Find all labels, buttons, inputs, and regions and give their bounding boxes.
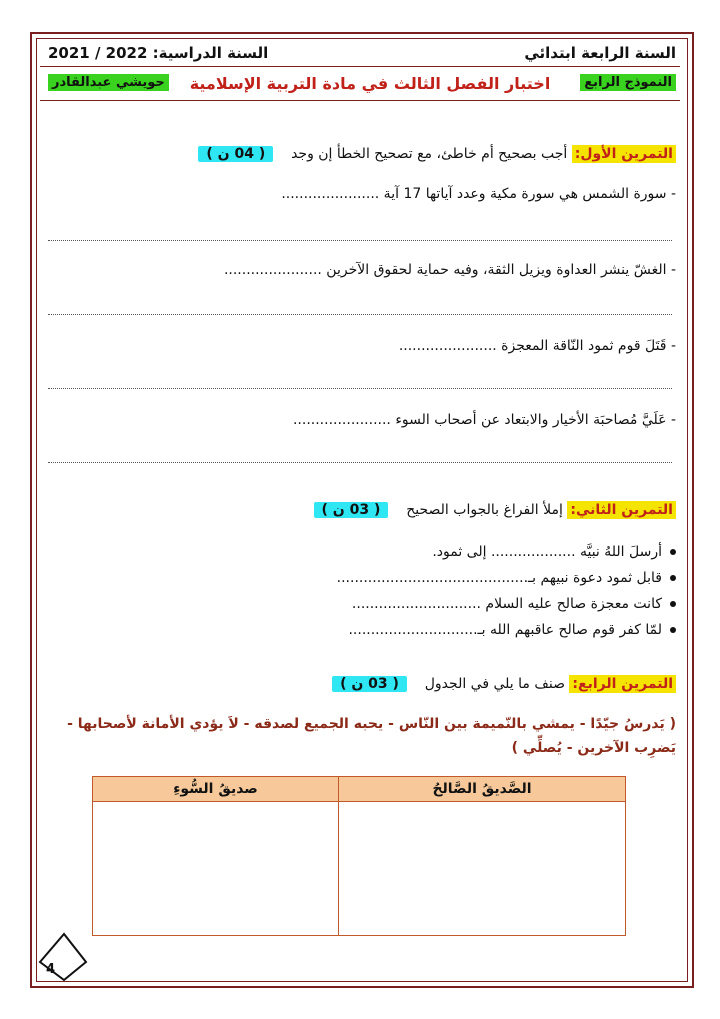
exercise2-item-1 bbox=[432, 544, 676, 560]
exercise3-word-list bbox=[40, 712, 676, 760]
exercise2-label: التمرين الثاني: bbox=[567, 501, 676, 519]
exercise1-heading bbox=[198, 146, 676, 162]
answer-cell-good-friend[interactable] bbox=[339, 802, 626, 936]
bullet-icon bbox=[670, 601, 676, 607]
exercise2-item-text: لمّا كفر قوم صالح عاقبهم الله بـ............................. bbox=[348, 622, 662, 638]
page-title: اختبار الفصل الثالث في مادة التربية الإسلامية bbox=[189, 74, 551, 93]
exercise2-points: ( 03 ن ) bbox=[314, 502, 389, 518]
word-list-line-2: يَضرِب الآخرين - يُصلِّي ) bbox=[511, 740, 676, 756]
exercise1-item-1: - سورة الشمس هي سورة مكية وعدد آياتها 17 آية ...................... bbox=[281, 186, 676, 202]
exercise2-instruction: إملأ الفراغ بالجواب الصحيح bbox=[406, 502, 563, 518]
exercise3-instruction: صنف ما يلي في الجدول bbox=[424, 676, 565, 692]
column-header-good-friend: الصَّديقُ الصَّالحُ bbox=[339, 777, 626, 802]
exercise2-item-2 bbox=[337, 570, 676, 586]
school-year-label: السنة الدراسية: bbox=[152, 44, 269, 62]
exercise2-item-4 bbox=[348, 622, 676, 638]
grade-label: السنة الرابعة ابتدائي bbox=[524, 44, 676, 62]
exercise2-item-text: أرسلَ اللهُ نبيَّه ................... إلى ثمود. bbox=[432, 544, 662, 560]
answer-line bbox=[48, 314, 672, 315]
answer-line bbox=[48, 240, 672, 241]
bullet-icon bbox=[670, 627, 676, 633]
exercise1-item-4: - عَلَيَّ مُصاحبَة الأخيار والابتعاد عن أصحاب السوء ...................... bbox=[292, 412, 676, 428]
exercise1-label: التمرين الأول: bbox=[572, 145, 676, 163]
exercise1-item-2: - الغشّ ينشر العداوة ويزيل الثقة، وفيه حماية لحقوق الآخرين ...................... bbox=[223, 262, 676, 278]
word-list-line-1: ( يَدرسُ جيّدًا - يمشي بالنّميمة بين النّاس - يحبه الجميع لصدقه - لاَ يؤدي الأمانة لأصحابها - bbox=[67, 716, 676, 732]
bullet-icon bbox=[670, 575, 676, 581]
bullet-icon bbox=[670, 549, 676, 555]
school-year-value: 2021 / 2022 bbox=[48, 44, 148, 62]
exercise2-heading bbox=[314, 502, 676, 518]
exercise3-heading bbox=[332, 676, 676, 692]
exercise2-item-text: قابل ثمود دعوة نبيهم بـ........................................... bbox=[336, 570, 662, 586]
model-badge: النموذج الرابع bbox=[580, 74, 676, 91]
exercise1-points: ( 04 ن ) bbox=[198, 146, 273, 162]
teacher-badge: حويشي عبدالقادر bbox=[48, 74, 169, 91]
answer-cell-bad-friend[interactable] bbox=[93, 802, 339, 936]
classification-table bbox=[92, 776, 626, 936]
exercise1-instruction: أجب بصحيح أم خاطئ، مع تصحيح الخطأ إن وجد bbox=[291, 146, 568, 162]
header-divider-bottom bbox=[40, 100, 680, 101]
exercise2-item-text: كانت معجزة صالح عليه السلام ............................. bbox=[351, 596, 662, 612]
answer-line bbox=[48, 388, 672, 389]
header-divider-top bbox=[40, 66, 680, 67]
exercise3-label: التمرين الرابع: bbox=[569, 675, 676, 693]
answer-line bbox=[48, 462, 672, 463]
column-header-bad-friend: صديقُ السُّوءِ bbox=[93, 777, 339, 802]
exercise3-points: ( 03 ن ) bbox=[332, 676, 407, 692]
school-year bbox=[48, 44, 268, 62]
exercise2-item-3 bbox=[352, 596, 676, 612]
page-number-diamond-icon bbox=[36, 928, 90, 984]
exercise1-item-3: - قَتَلَ قوم ثمود النّاقة المعجزة ...................... bbox=[398, 338, 676, 354]
page-number: 4 bbox=[46, 962, 56, 977]
